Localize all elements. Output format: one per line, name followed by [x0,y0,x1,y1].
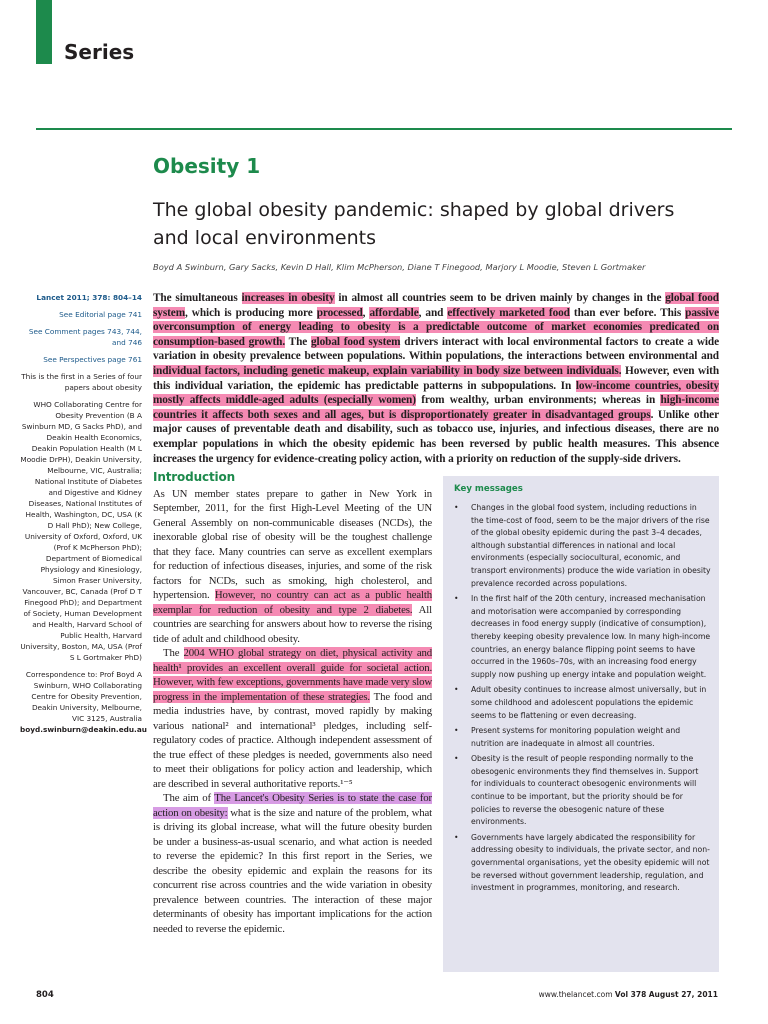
see-perspectives-link[interactable]: See Perspectives page 761 [43,355,142,364]
page-number: 804 [36,990,54,1000]
intro-paragraph-2: The 2004 WHO global strategy on diet, physical activity and health¹ provides an excellent overall guide for societal action. However, with few exceptions, governments have made very slow progress in the implementation of these strategies. The food and media industries have, by contrast, moved rapidly by making various national² and international³ pledges, including self-regulatory codes of practice. Although independent assessment of the true effect of these pledges is needed, governments also need to meet their obligations for policy action and leadership, which are described in several authoritative reports.¹⁻⁵ [153,647,432,790]
key-message-item: • Present systems for monitoring population weight and nutrition are inadequate in almost all countries. [471,725,711,750]
author-affiliations: WHO Collaborating Centre for Obesity Prevention (B A Swinburn MD, G Sacks PhD), and Deakin Health Economics, Deakin Population Health (M L Moodie DrPH), Deakin University, Melbourne, VIC, Australia; National Institute of Diabetes and Digestive and Kidney Diseases, National Institutes of Health, Washington, DC, USA (K D Hall PhD); New College, University of Oxford, Oxford, UK (Prof K McPherson PhD); Department of Biomedical Physiology and Kinesiology, Simon Fraser University, Vancouver, BC, Canada (Prof D T Finegood PhD); and Department of Society, Human Development and Health, Harvard School of Public Health, Harvard University, Boston, MA, USA (Prof S L Gortmaker PhD) [20,400,142,662]
section-label: Obesity 1 [153,154,261,178]
key-messages-box [443,476,719,972]
intro-paragraph-1: As UN member states prepare to gather in New York in September, 2011, for the first High-Level Meeting of the UN General Assembly on non-communicable diseases (NCDs), the inexorable global rise of obesity will be the toughest challenge that they face. Many countries can serve as excellent exemplars for reduction of infectious diseases, injuries, and some of the risk factors for NCDs, such as smoking, high cholesterol, and hypertension. However, no country can act as a public health exemplar for reduction of obesity and type 2 diabetes. All countries are searching for answers about how to reverse the rising tide of adult and childhood obesity. [153,487,432,645]
footer-info [539,990,718,999]
introduction-heading: Introduction [153,470,235,484]
introduction-column [153,470,432,936]
author-list: Boyd A Swinburn, Gary Sacks, Kevin D Hall, Klim McPherson, Diane T Finegood, Marjory L Moodie, Steven L Gortmaker [153,262,646,272]
abstract-text: The simultaneous increases in obesity in almost all countries seem to be driven mainly by changes in the global food system, which is producing more processed, affordable, and effectively marketed food than ever before. This passive overconsumption of energy leading to obesity is a predictable outcome of market economies predicated on consumption-based growth. The global food system drivers interact with local environmental factors to create a wide variation in obesity prevalence between populations. Within populations, the interactions between environmental and individual factors, including genetic makeup, explain variability in body size between individuals. However, even with this individual variation, the epidemic has predictable patterns in subpopulations. In low-income countries, obesity mostly affects middle-aged adults (especially women) from wealthy, urban environments; whereas in high-income countries it affects both sexes and all ages, but is disproportionately greater in disadvantaged groups. Unlike other major causes of preventable death and disability, such as tobacco use, injuries, and infectious diseases, there are no exemplar populations in which the obesity epidemic has been reversed by public health measures. This absence increases the urgency for evidence-creating policy action, with a priority on reduction of the supply-side drivers. [153,292,720,465]
footer-volume: Vol 378 [614,990,647,999]
series-note: This is the first in a Series of four papers about obesity [21,372,142,392]
correspondence: Correspondence to: Prof Boyd A Swinburn, WHO Collaborating Centre for Obesity Prevention, Deakin University, Melbourne, VIC 3125, Australia [25,670,142,723]
key-messages-heading: Key messages [454,484,523,494]
series-header: Series [64,40,135,64]
key-messages-list [443,502,719,895]
key-message-item: • Obesity is the result of people responding normally to the obesogenic environments they find themselves in. Support for individuals to counteract obesogenic environments will continue to be important, but the priority should be for policies to reverse the obesogenic nature of these environments. [471,753,711,829]
correspondence-email[interactable]: boyd.swinburn@deakin.edu.au [20,725,147,734]
see-editorial-link[interactable]: See Editorial page 741 [59,310,142,319]
see-comment-link[interactable]: See Comment pages 743, 744, and 746 [28,327,142,347]
footer-date: August 27, 2011 [648,990,718,999]
key-message-item: • Adult obesity continues to increase almost universally, but in some childhood and adolescent populations the epidemic seems to be flattening or even decreasing. [471,684,711,722]
header-rule [36,128,732,130]
margin-notes [20,292,147,741]
key-message-item: • In the first half of the 20th century, increased mechanisation and motorisation were accompanied by corresponding decreases in food energy supply (indicative of consumption), thereby keeping obesity prevalence low. In many high-income countries, an energy balance flipping point seems to have occurred in the 1960s–70s, with an increasing food energy supply now pushing up energy intake and population weight. [471,593,711,681]
abstract [153,291,719,466]
key-message-item: • Governments have largely abdicated the responsibility for addressing obesity to individuals, the private sector, and non-governmental organisations, yet the obesity epidemic will not be reversed without government leadership, regulation, and investment in programmes, monitoring, and research. [471,832,711,895]
key-message-item: • Changes in the global food system, including reductions in the time-cost of food, seem to be the major drivers of the rise of the global obesity epidemic during the past 3–4 decades, although substantial differences in national and local environments (especially sociocultural, economic, and transport environments) produce the wide variation in obesity prevalence recorded across populations. [471,502,711,590]
article-title: The global obesity pandemic: shaped by global drivers and local environments [153,199,675,249]
intro-paragraph-3: The aim of The Lancet's Obesity Series is to state the case for action on obesity: what is the size and nature of the problem, what is driving its global increase, what will the future obesity burden be under a business-as-usual scenario, and what action is needed to reverse the epidemic? In this first report in the Series, we describe the obesity epidemic and explain the reasons for its concurrent rise across countries and the wide variation in obesity prevalence between countries. The interaction of these major determinants of obesity has important implications for the action needed to reverse the epidemic. [153,792,432,935]
series-color-bar [36,0,52,64]
footer-site[interactable]: www.thelancet.com [538,990,613,999]
citation: Lancet 2011; 378: 804–14 [36,293,142,302]
